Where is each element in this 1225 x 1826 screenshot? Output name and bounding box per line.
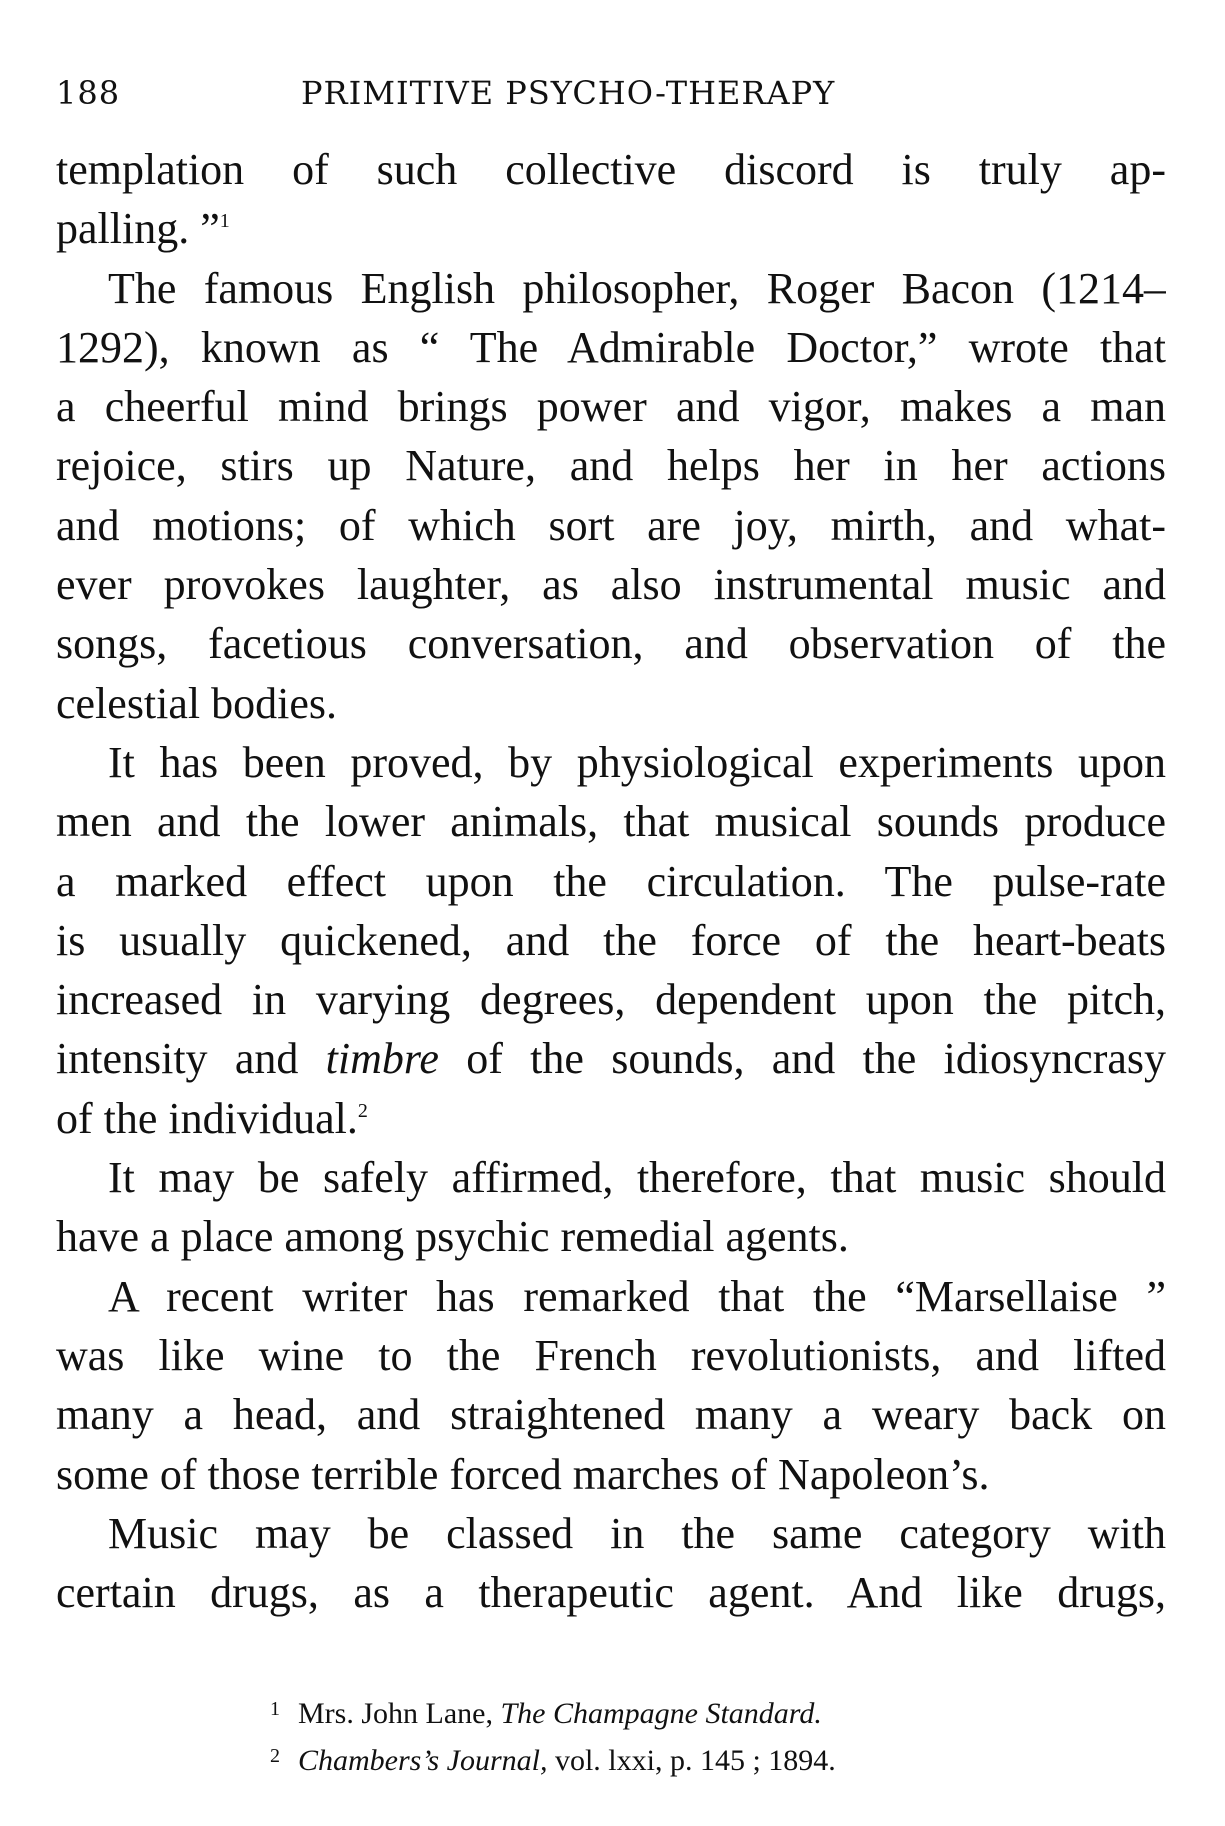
text-line: many a head, and straightened many a weary back on	[56, 1390, 1166, 1440]
page-number: 188	[56, 74, 121, 112]
text-line: some of those terrible forced marches of Napoleon’s.	[56, 1449, 990, 1499]
text-line: celestial bodies.	[56, 678, 338, 728]
text-line: templation of such collective discord is truly ap-	[56, 145, 1166, 194]
text-line: rejoice, stirs up Nature, and helps her in her actions	[56, 441, 1166, 491]
footnotes	[270, 1688, 1070, 1782]
text-line: It has been proved, by physiological experiments upon	[108, 737, 1166, 787]
text-line: certain drugs, as a therapeutic agent. And like drugs,	[56, 1568, 1166, 1618]
text-line: a cheerful mind brings power and vigor, makes a man	[56, 382, 1166, 432]
text-line: 1292), known as “ The Admirable Doctor,” wrote that	[56, 322, 1166, 372]
running-head	[56, 74, 1164, 118]
text-line: ever provokes laughter, as also instrumental music and	[56, 560, 1166, 610]
footnote-mark: 2	[270, 1745, 280, 1767]
text-line: songs, facetious conversation, and observation of the	[56, 619, 1166, 669]
footnote-ref: 1	[219, 210, 230, 233]
text-line: palling. ”$^1$	[56, 204, 230, 254]
text-line: a marked effect upon the circulation. The pulse-rate	[56, 856, 1166, 906]
footnote-ref: 2	[357, 1099, 368, 1122]
text-line: have a place among psychic remedial agents.	[56, 1212, 849, 1262]
footnote-2: 2 Chambers’s Journal, vol. lxxi, p. 145 ; 1894.	[270, 1735, 1070, 1782]
text-line: men and the lower animals, that musical sounds produce	[56, 797, 1166, 847]
text-line: and motions; of which sort are joy, mirth, and what-	[56, 500, 1166, 550]
body-text	[56, 140, 1166, 1622]
text-line: intensity and timbre of the sounds, and the idiosyncrasy	[56, 1034, 1166, 1084]
text-line: It may be safely affirmed, therefore, that music should	[108, 1153, 1166, 1203]
text-line: is usually quickened, and the force of the heart-beats	[56, 915, 1166, 965]
footnote-1: 1 Mrs. John Lane, The Champagne Standard.	[270, 1688, 1070, 1735]
footnote-mark: 1	[270, 1698, 280, 1720]
text-line: A recent writer has remarked that the “Marsellaise ”	[108, 1271, 1166, 1321]
text-line: was like wine to the French revolutionists, and lifted	[56, 1330, 1166, 1380]
text-line: Music may be classed in the same category with	[108, 1508, 1166, 1558]
text-line: The famous English philosopher, Roger Bacon (1214–	[108, 263, 1166, 313]
text-line: increased in varying degrees, dependent upon the pitch,	[56, 975, 1166, 1025]
running-title: PRIMITIVE PSYCHO-THERAPY	[301, 74, 836, 112]
italic-term: timbre	[325, 1034, 439, 1084]
text-line: of the individual.$^2$	[56, 1093, 368, 1143]
